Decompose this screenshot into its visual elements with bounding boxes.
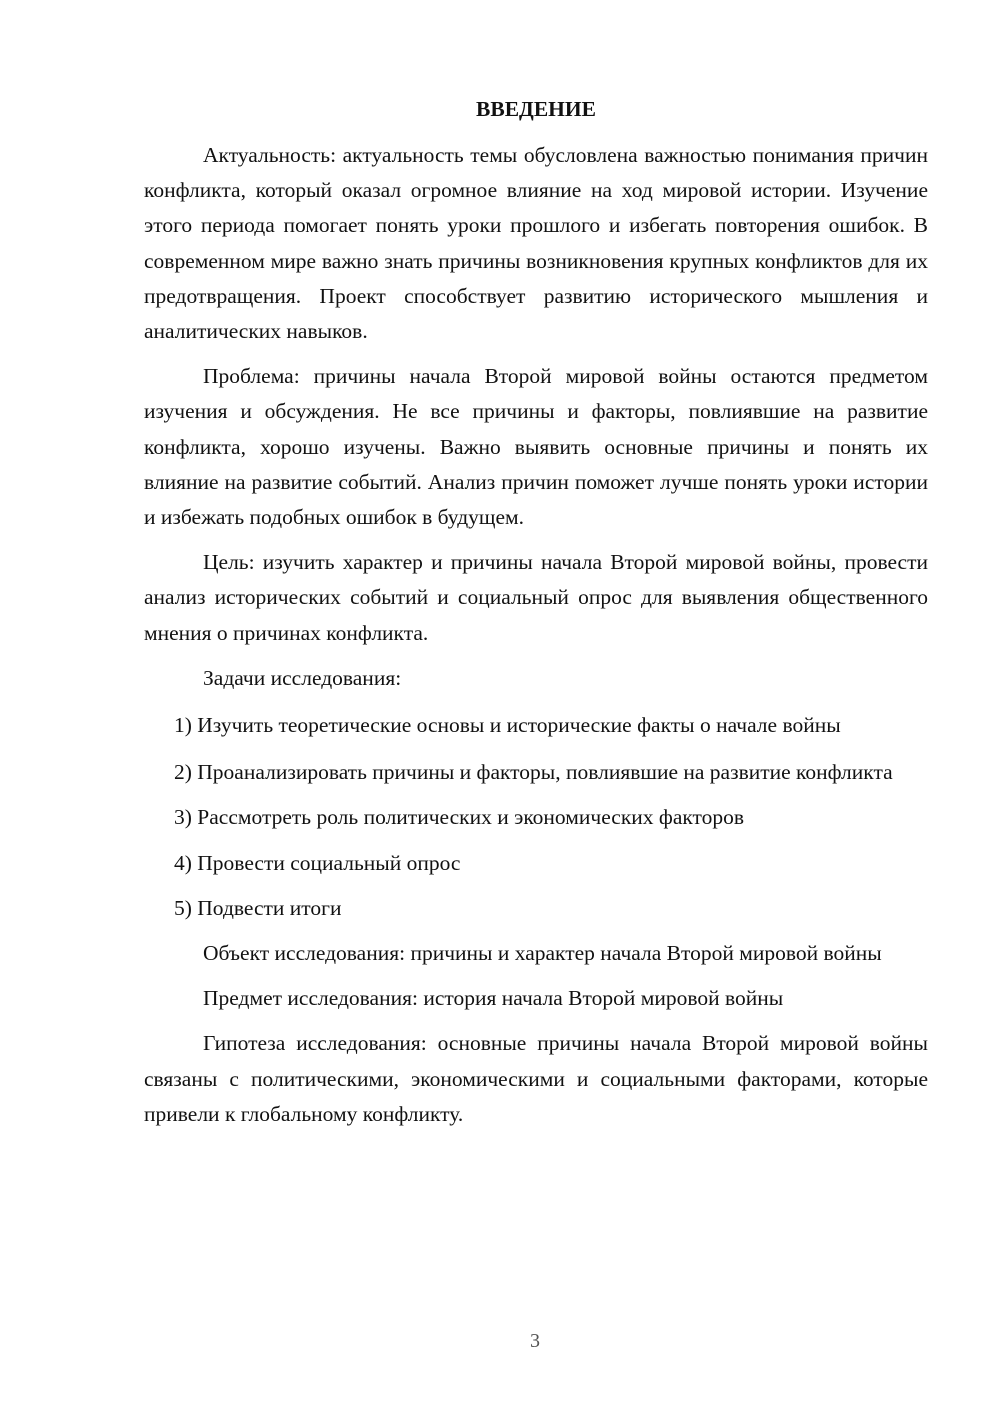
task-item-3: 3) Рассмотреть роль политических и экономических факторов bbox=[174, 805, 745, 830]
task-item-2: 2) Проанализировать причины и факторы, повлиявшие на развитие конфликта bbox=[174, 760, 893, 785]
page-number: 3 bbox=[530, 1330, 540, 1352]
problem-paragraph: Проблема: причины начала Второй мировой войны остаются предметом изучения и обсуждения. Не все причины и факторы, повлиявшие на развитие конфликта, хорошо изучены. Важно выявить основные причины и понять их влияние на развитие событий. Анализ причин поможет лучше понять уроки истории и избежать подобных ошибок в будущем. bbox=[144, 364, 928, 530]
task-item-5: 5) Подвести итоги bbox=[174, 895, 342, 920]
page-title: ВВЕДЕНИЕ bbox=[476, 97, 596, 121]
document-page bbox=[144, 92, 928, 1132]
hypothesis-paragraph: Гипотеза исследования: основные причины начала Второй мировой войны связаны с политическими, экономическими и социальными факторами, которые привели к глобальному конфликту. bbox=[144, 1031, 928, 1126]
object-paragraph: Объект исследования: причины и характер начала Второй мировой войны bbox=[203, 941, 882, 966]
subject-paragraph: Предмет исследования: история начала Второй мировой войны bbox=[203, 986, 784, 1011]
goal-paragraph: Цель: изучить характер и причины начала Второй мировой войны, провести анализ исторических событий и социальный опрос для выявления общественного мнения о причинах конфликта. bbox=[144, 550, 928, 645]
tasks-intro: Задачи исследования: bbox=[203, 665, 402, 690]
relevance-paragraph: Актуальность: актуальность темы обусловлена важностью понимания причин конфликта, который оказал огромное влияние на ход мировой истории. Изучение этого периода помогает понять уроки прошлого и избегать повторения ошибок. В современном мире важно знать причины возникновения крупных конфликтов для их предотвращения. Проект способствует развитию исторического мышления и аналитических навыков. bbox=[144, 143, 928, 344]
task-item-1: 1) Изучить теоретические основы и исторические факты о начале войны bbox=[174, 713, 841, 738]
task-item-4: 4) Провести социальный опрос bbox=[174, 850, 461, 875]
